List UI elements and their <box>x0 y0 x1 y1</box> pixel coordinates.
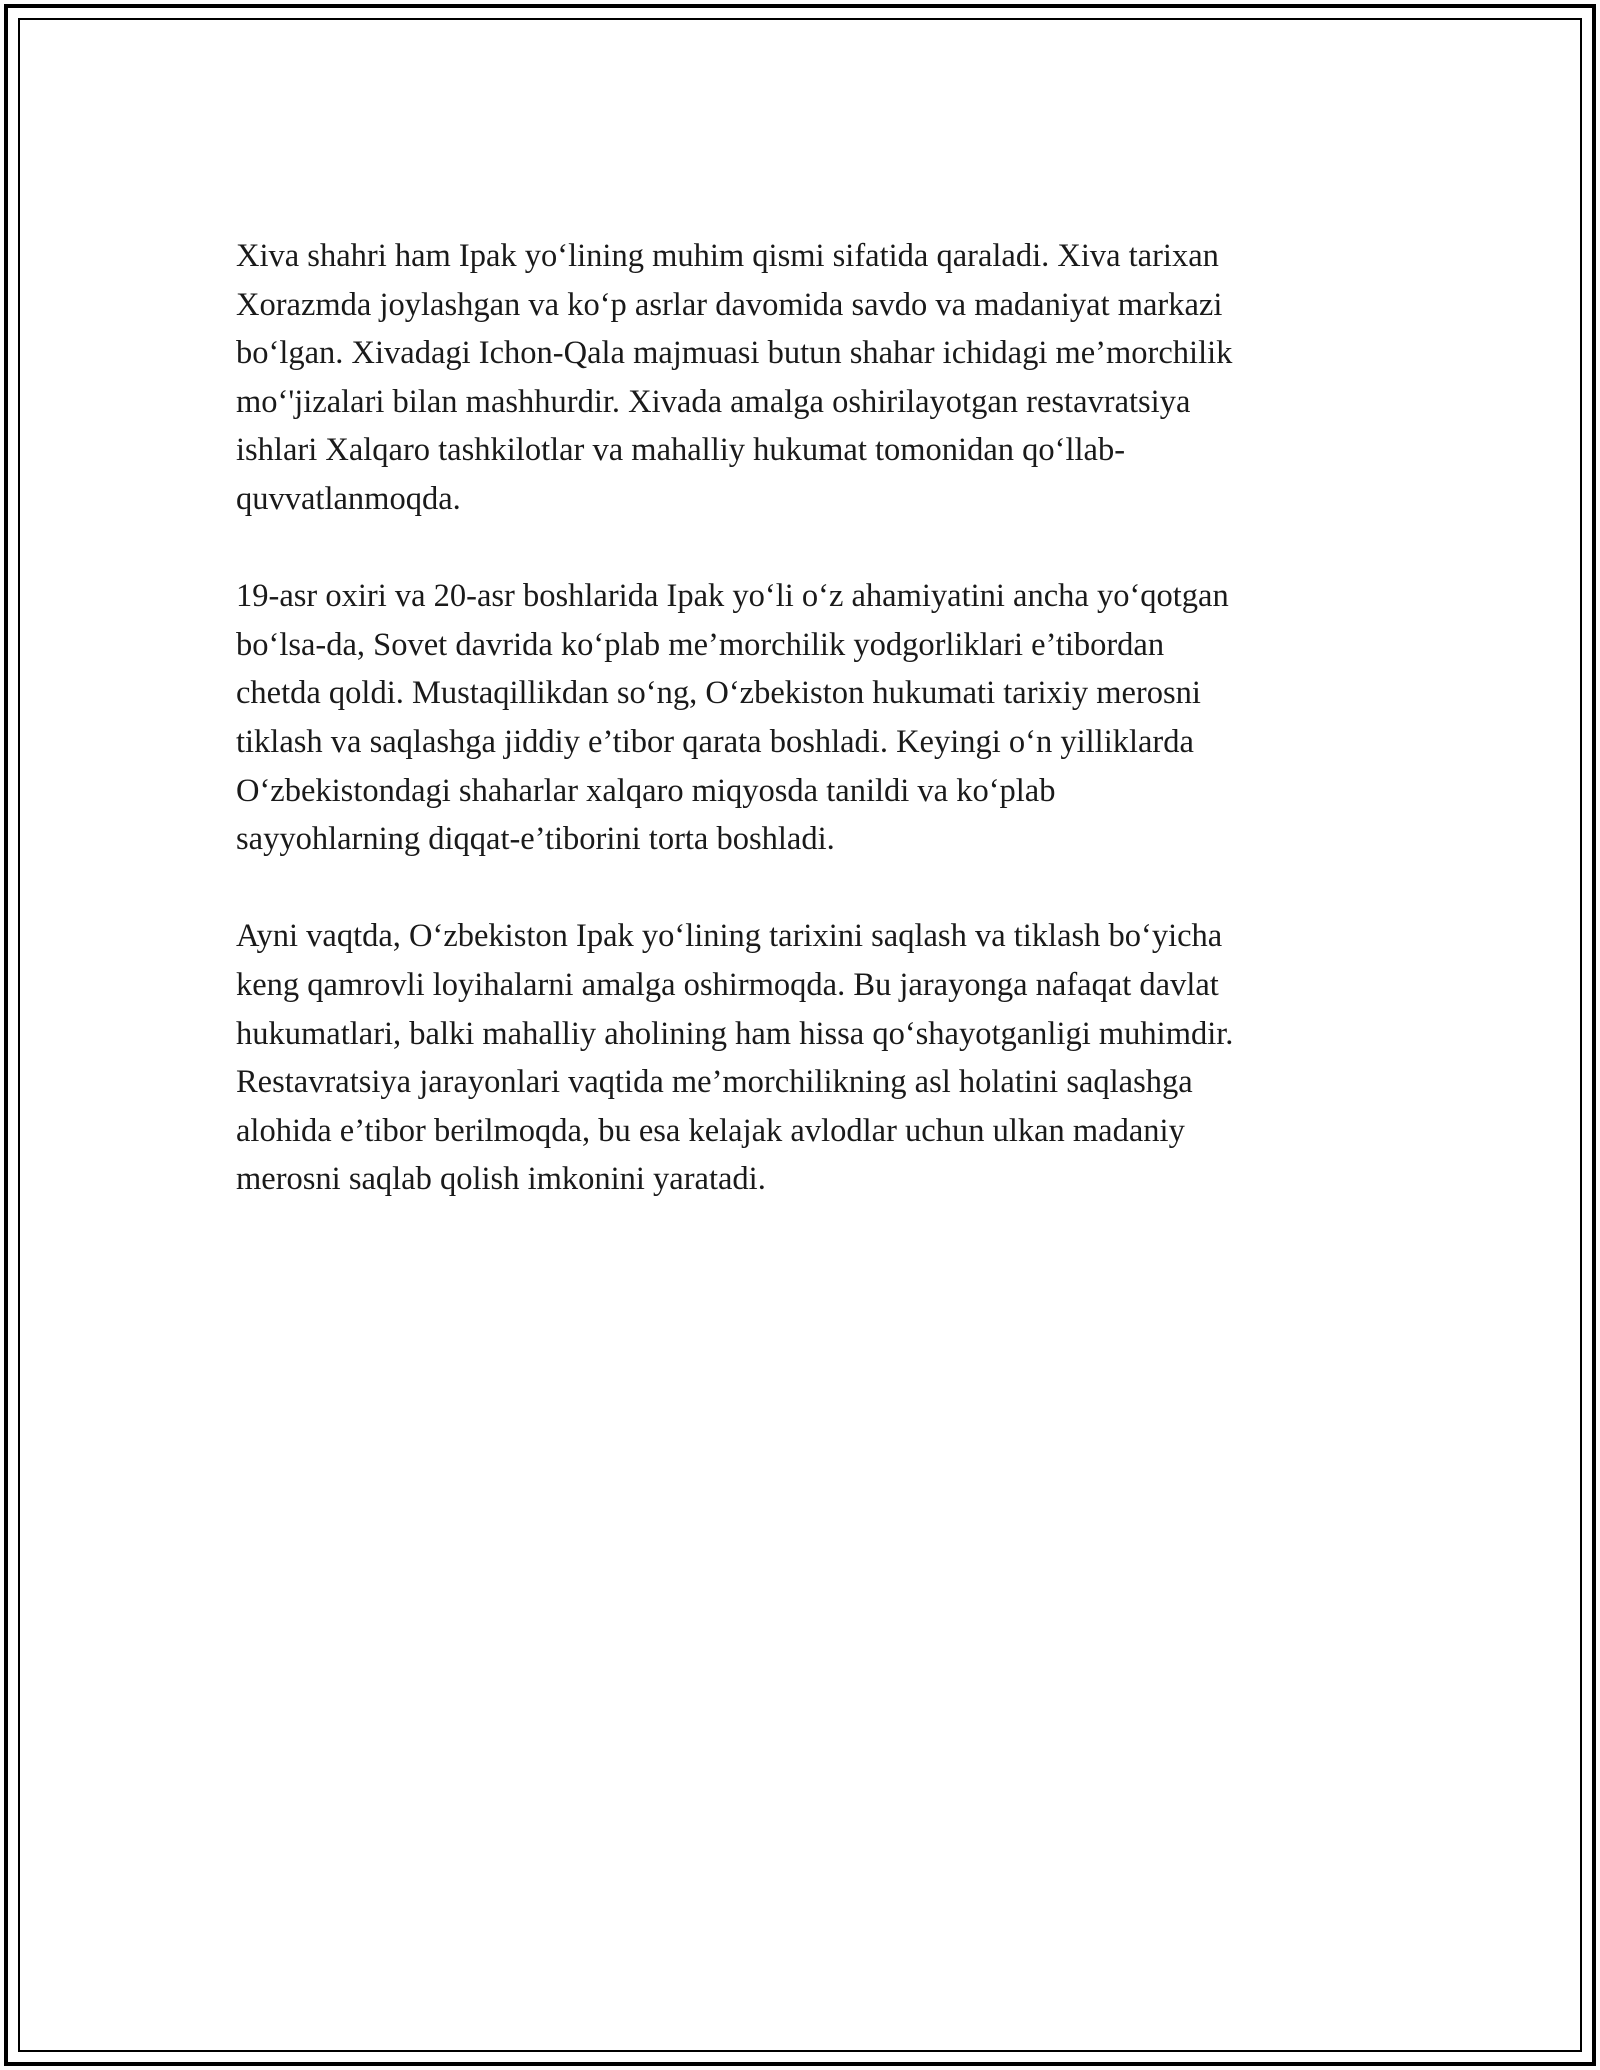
paragraph-xiva: Xiva shahri ham Ipak yo‘lining muhim qismi sifatida qaraladi. Xiva tarixan Xorazmda joylashgan va ko‘p asrlar davomida savdo va madaniyat markazi bo‘lgan. Xivadagi Ichon-Qala majmuasi butun shahar ichidagi me’morchilik mo‘'jizalari bilan mashhurdir. Xivada amalga oshirilayotgan restavratsiya ishlari Xalqaro tashkilotlar va mahalliy hukumat tomonidan qo‘llab- quvvatlanmoqda. <box>236 238 1233 517</box>
paragraph-history: 19-asr oxiri va 20-asr boshlarida Ipak yo‘li o‘z ahamiyatini ancha yo‘qotgan bo‘lsa-da, Sovet davrida ko‘plab me’morchilik yodgorliklari e’tibordan chetda qoldi. Mustaqillikdan so‘ng, O‘zbekiston hukumati tarixiy merosni tiklash va saqlashga jiddiy e’tibor qarata boshladi. Keyingi o‘n yilliklarda O‘zbekistondagi shaharlar xalqaro miqyosda tanildi va ko‘plab sayyohlarning diqqat-e’tiborini torta boshladi. <box>236 578 1229 858</box>
document-body <box>236 232 1376 1252</box>
paragraph-restoration: Ayni vaqtda, O‘zbekiston Ipak yo‘lining tarixini saqlash va tiklash bo‘yicha keng qamrovli loyihalarni amalga oshirmoqda. Bu jarayonga nafaqat davlat hukumatlari, balki mahalliy aholining ham hissa qo‘shayotganligi muhimdir. Restavratsiya jarayonlari vaqtida me’morchilikning asl holatini saqlashga alohida e’tibor berilmoqda, bu esa kelajak avlodlar uchun ulkan madaniy merosni saqlab qolish imkonini yaratadi. <box>236 918 1234 1198</box>
